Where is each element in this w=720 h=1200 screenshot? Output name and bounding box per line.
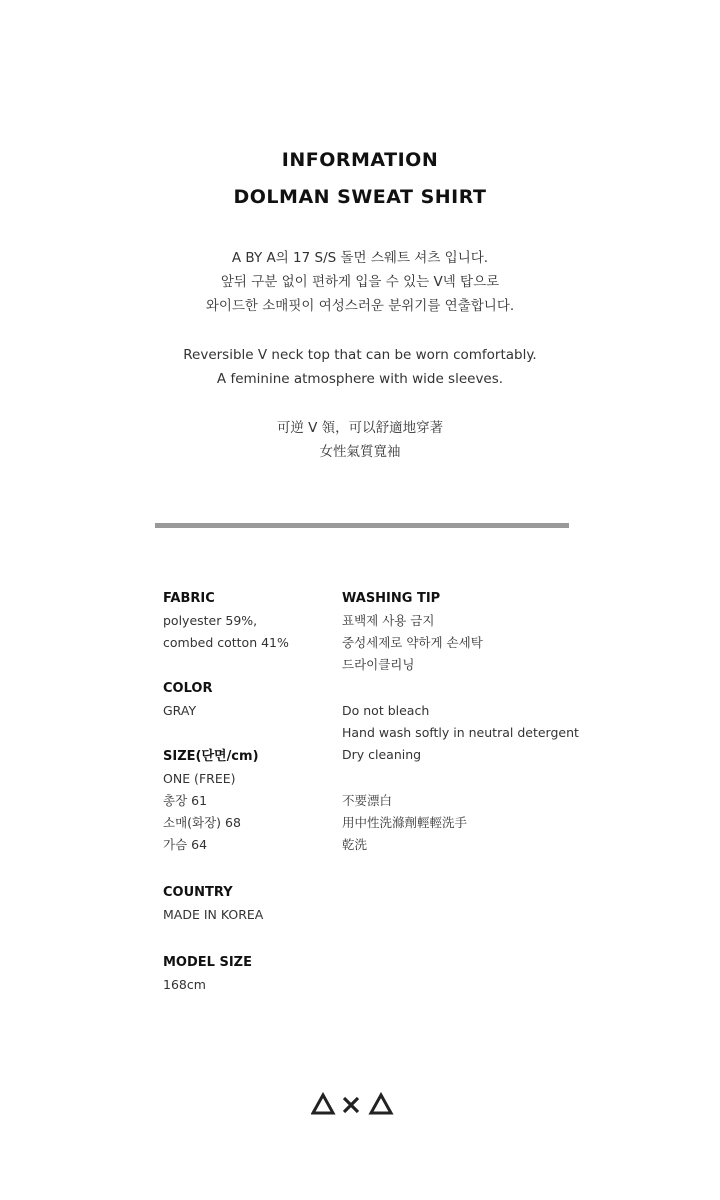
model-size-heading: MODEL SIZE	[163, 955, 252, 970]
washing-heading: WASHING TIP	[342, 591, 441, 606]
description-chinese	[0, 416, 720, 464]
fabric-line: combed cotton 41%	[163, 635, 289, 650]
desc-line: 可逆 V 領，可以舒適地穿著	[276, 420, 444, 436]
country-heading: COUNTRY	[163, 885, 233, 900]
country-value: MADE IN KOREA	[163, 907, 264, 922]
desc-line: A BY A의 17 S/S 돌먼 스웨트 셔츠 입니다.	[231, 250, 489, 266]
washing-line-en: Dry cleaning	[342, 747, 422, 762]
axa-logo-icon	[311, 1092, 395, 1116]
model-size-section	[163, 952, 333, 996]
desc-line: A feminine atmosphere with wide sleeves.	[216, 371, 504, 387]
size-line: 총장 61	[163, 793, 208, 808]
spacer	[163, 654, 333, 678]
spacer	[342, 676, 602, 700]
color-section	[163, 678, 333, 722]
desc-line: 와이드한 소매핏이 여성스러운 분위기를 연출합니다.	[205, 298, 515, 314]
page-title: INFORMATION	[281, 149, 439, 171]
spacer	[342, 766, 602, 790]
spacer	[163, 856, 333, 882]
washing-line-en: Hand wash softly in neutral detergent	[342, 725, 579, 740]
washing-line-zh: 不要漂白	[342, 793, 393, 808]
washing-column	[342, 588, 602, 856]
washing-line-zh: 乾洗	[342, 837, 368, 852]
washing-line-ko: 중성세제로 약하게 손세탁	[342, 635, 483, 650]
model-size-value: 168cm	[163, 977, 206, 992]
description-korean	[0, 246, 720, 318]
spacer	[163, 722, 333, 746]
size-line: ONE (FREE)	[163, 771, 236, 786]
axa-logo-svg	[311, 1092, 395, 1116]
color-heading: COLOR	[163, 681, 213, 696]
size-line: 가슴 64	[163, 837, 208, 852]
size-heading: SIZE(단면/cm)	[163, 749, 259, 764]
size-section	[163, 746, 333, 856]
washing-line-en: Do not bleach	[342, 703, 430, 718]
washing-line-zh: 用中性洗滌劑輕輕洗手	[342, 815, 468, 830]
spec-column	[163, 588, 333, 996]
washing-line-ko: 표백제 사용 금지	[342, 613, 435, 628]
fabric-line: polyester 59%,	[163, 613, 258, 628]
spacer	[163, 926, 333, 952]
section-divider	[155, 523, 569, 528]
size-line: 소매(화장) 68	[163, 815, 241, 830]
desc-line: 앞뒤 구분 없이 편하게 입을 수 있는 V넥 탑으로	[220, 274, 500, 290]
triangle-right-icon	[371, 1095, 391, 1113]
color-value: GRAY	[163, 703, 197, 718]
fabric-section	[163, 588, 333, 654]
description-english	[0, 343, 720, 391]
country-section	[163, 882, 333, 926]
title-block	[0, 142, 720, 216]
washing-line-ko: 드라이클리닝	[342, 657, 415, 672]
desc-line: 女性氣質寬袖	[319, 444, 401, 460]
desc-line: Reversible V neck top that can be worn comfortably.	[183, 347, 537, 363]
triangle-left-icon	[313, 1095, 333, 1113]
product-name: DOLMAN SWEAT SHIRT	[233, 186, 487, 208]
fabric-heading: FABRIC	[163, 591, 215, 606]
